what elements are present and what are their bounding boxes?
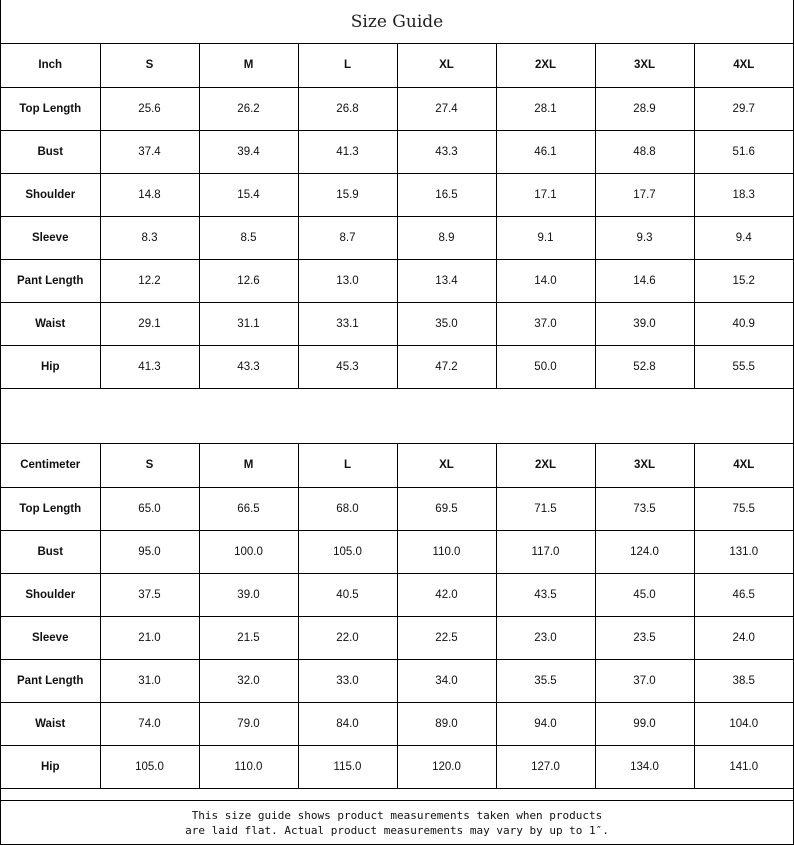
measurement-value: 46.5 — [694, 573, 793, 616]
measurement-value: 41.3 — [298, 130, 397, 173]
measurement-value: 42.0 — [397, 573, 496, 616]
measurement-value: 73.5 — [595, 487, 694, 530]
measurement-value: 46.1 — [496, 130, 595, 173]
table-row — [1, 745, 793, 788]
measurement-value: 50.0 — [496, 345, 595, 388]
measurement-label: Hip — [1, 345, 100, 388]
measurement-value: 99.0 — [595, 702, 694, 745]
measurement-value: 28.9 — [595, 87, 694, 130]
measurement-value: 39.0 — [199, 573, 298, 616]
table-row — [1, 302, 793, 345]
measurement-note — [1, 800, 793, 844]
measurement-value: 27.4 — [397, 87, 496, 130]
measurement-label: Bust — [1, 530, 100, 573]
measurement-value: 79.0 — [199, 702, 298, 745]
measurement-value: 41.3 — [100, 345, 199, 388]
measurement-value: 131.0 — [694, 530, 793, 573]
measurement-value: 69.5 — [397, 487, 496, 530]
measurement-value: 94.0 — [496, 702, 595, 745]
size-header: 3XL — [595, 44, 694, 87]
measurement-value: 100.0 — [199, 530, 298, 573]
measurement-value: 48.8 — [595, 130, 694, 173]
measurement-label: Top Length — [1, 87, 100, 130]
measurement-value: 127.0 — [496, 745, 595, 788]
table-row — [1, 530, 793, 573]
measurement-value: 31.0 — [100, 659, 199, 702]
measurement-value: 9.3 — [595, 216, 694, 259]
measurement-value: 104.0 — [694, 702, 793, 745]
measurement-value: 84.0 — [298, 702, 397, 745]
measurement-value: 17.1 — [496, 173, 595, 216]
table-row — [1, 702, 793, 745]
measurement-label: Waist — [1, 302, 100, 345]
measurement-value: 15.4 — [199, 173, 298, 216]
header-row — [1, 444, 793, 487]
measurement-value: 105.0 — [298, 530, 397, 573]
measurement-label: Sleeve — [1, 616, 100, 659]
table-spacer — [1, 400, 793, 444]
measurement-value: 24.0 — [694, 616, 793, 659]
measurement-value: 21.0 — [100, 616, 199, 659]
size-header: XL — [397, 44, 496, 87]
measurement-value: 14.6 — [595, 259, 694, 302]
measurement-value: 75.5 — [694, 487, 793, 530]
unit-header: Inch — [1, 44, 100, 87]
table-row — [1, 87, 793, 130]
measurement-value: 28.1 — [496, 87, 595, 130]
measurement-value: 9.4 — [694, 216, 793, 259]
measurement-value: 38.5 — [694, 659, 793, 702]
measurement-value: 22.0 — [298, 616, 397, 659]
size-header: 2XL — [496, 444, 595, 487]
measurement-value: 40.9 — [694, 302, 793, 345]
measurement-label: Bust — [1, 130, 100, 173]
note-line-1: This size guide shows product measurements taken when products — [191, 808, 603, 822]
measurement-value: 51.6 — [694, 130, 793, 173]
table-row — [1, 345, 793, 388]
measurement-value: 117.0 — [496, 530, 595, 573]
measurement-value: 18.3 — [694, 173, 793, 216]
measurement-value: 68.0 — [298, 487, 397, 530]
measurement-value: 29.1 — [100, 302, 199, 345]
measurement-value: 15.9 — [298, 173, 397, 216]
measurement-value: 14.0 — [496, 259, 595, 302]
measurement-value: 16.5 — [397, 173, 496, 216]
measurement-value: 15.2 — [694, 259, 793, 302]
size-header: L — [298, 44, 397, 87]
measurement-value: 33.1 — [298, 302, 397, 345]
measurement-value: 120.0 — [397, 745, 496, 788]
measurement-value: 26.2 — [199, 87, 298, 130]
measurement-value: 43.3 — [397, 130, 496, 173]
measurement-value: 22.5 — [397, 616, 496, 659]
measurement-value: 43.5 — [496, 573, 595, 616]
size-header: 3XL — [595, 444, 694, 487]
measurement-value: 39.0 — [595, 302, 694, 345]
measurement-value: 47.2 — [397, 345, 496, 388]
table-row — [1, 130, 793, 173]
header-row — [1, 44, 793, 87]
measurement-value: 37.5 — [100, 573, 199, 616]
size-header: L — [298, 444, 397, 487]
measurement-value: 95.0 — [100, 530, 199, 573]
measurement-label: Waist — [1, 702, 100, 745]
table-row — [1, 259, 793, 302]
measurement-label: Sleeve — [1, 216, 100, 259]
measurement-label: Shoulder — [1, 573, 100, 616]
measurement-value: 12.6 — [199, 259, 298, 302]
table-row — [1, 659, 793, 702]
measurement-value: 8.9 — [397, 216, 496, 259]
measurement-value: 13.4 — [397, 259, 496, 302]
measurement-value: 105.0 — [100, 745, 199, 788]
measurement-value: 115.0 — [298, 745, 397, 788]
measurement-value: 14.8 — [100, 173, 199, 216]
measurement-label: Pant Length — [1, 659, 100, 702]
measurement-value: 110.0 — [397, 530, 496, 573]
measurement-value: 40.5 — [298, 573, 397, 616]
size-header: S — [100, 444, 199, 487]
note-line-2: are laid flat. Actual product measurements may vary by up to 1″. — [185, 823, 609, 837]
measurement-value: 45.3 — [298, 345, 397, 388]
measurement-value: 65.0 — [100, 487, 199, 530]
page-title: Size Guide — [1, 0, 793, 44]
measurement-label: Top Length — [1, 487, 100, 530]
table-row — [1, 616, 793, 659]
size-header: M — [199, 44, 298, 87]
measurement-value: 33.0 — [298, 659, 397, 702]
size-header: 4XL — [694, 444, 793, 487]
measurement-value: 35.5 — [496, 659, 595, 702]
measurement-value: 25.6 — [100, 87, 199, 130]
measurement-value: 37.0 — [595, 659, 694, 702]
measurement-value: 26.8 — [298, 87, 397, 130]
measurement-value: 134.0 — [595, 745, 694, 788]
measurement-value: 17.7 — [595, 173, 694, 216]
measurement-value: 74.0 — [100, 702, 199, 745]
measurement-value: 23.5 — [595, 616, 694, 659]
measurement-value: 8.3 — [100, 216, 199, 259]
measurement-value: 21.5 — [199, 616, 298, 659]
measurement-label: Shoulder — [1, 173, 100, 216]
measurement-value: 13.0 — [298, 259, 397, 302]
inch-size-table — [1, 44, 793, 389]
measurement-value: 12.2 — [100, 259, 199, 302]
measurement-value: 52.8 — [595, 345, 694, 388]
measurement-value: 43.3 — [199, 345, 298, 388]
measurement-value: 110.0 — [199, 745, 298, 788]
measurement-value: 39.4 — [199, 130, 298, 173]
measurement-value: 66.5 — [199, 487, 298, 530]
size-header: M — [199, 444, 298, 487]
measurement-value: 71.5 — [496, 487, 595, 530]
measurement-value: 45.0 — [595, 573, 694, 616]
measurement-value: 55.5 — [694, 345, 793, 388]
measurement-value: 37.0 — [496, 302, 595, 345]
size-header: S — [100, 44, 199, 87]
measurement-value: 141.0 — [694, 745, 793, 788]
measurement-label: Pant Length — [1, 259, 100, 302]
measurement-label: Hip — [1, 745, 100, 788]
measurement-value: 124.0 — [595, 530, 694, 573]
measurement-value: 8.5 — [199, 216, 298, 259]
measurement-value: 89.0 — [397, 702, 496, 745]
measurement-value: 8.7 — [298, 216, 397, 259]
size-header: XL — [397, 444, 496, 487]
size-header: 2XL — [496, 44, 595, 87]
size-header: 4XL — [694, 44, 793, 87]
measurement-value: 9.1 — [496, 216, 595, 259]
measurement-value: 31.1 — [199, 302, 298, 345]
table-row — [1, 216, 793, 259]
unit-header: Centimeter — [1, 444, 100, 487]
measurement-value: 29.7 — [694, 87, 793, 130]
table-row — [1, 573, 793, 616]
measurement-value: 23.0 — [496, 616, 595, 659]
table-row — [1, 173, 793, 216]
centimeter-size-table — [1, 444, 793, 789]
measurement-value: 32.0 — [199, 659, 298, 702]
measurement-value: 34.0 — [397, 659, 496, 702]
measurement-value: 37.4 — [100, 130, 199, 173]
measurement-value: 35.0 — [397, 302, 496, 345]
table-row — [1, 487, 793, 530]
